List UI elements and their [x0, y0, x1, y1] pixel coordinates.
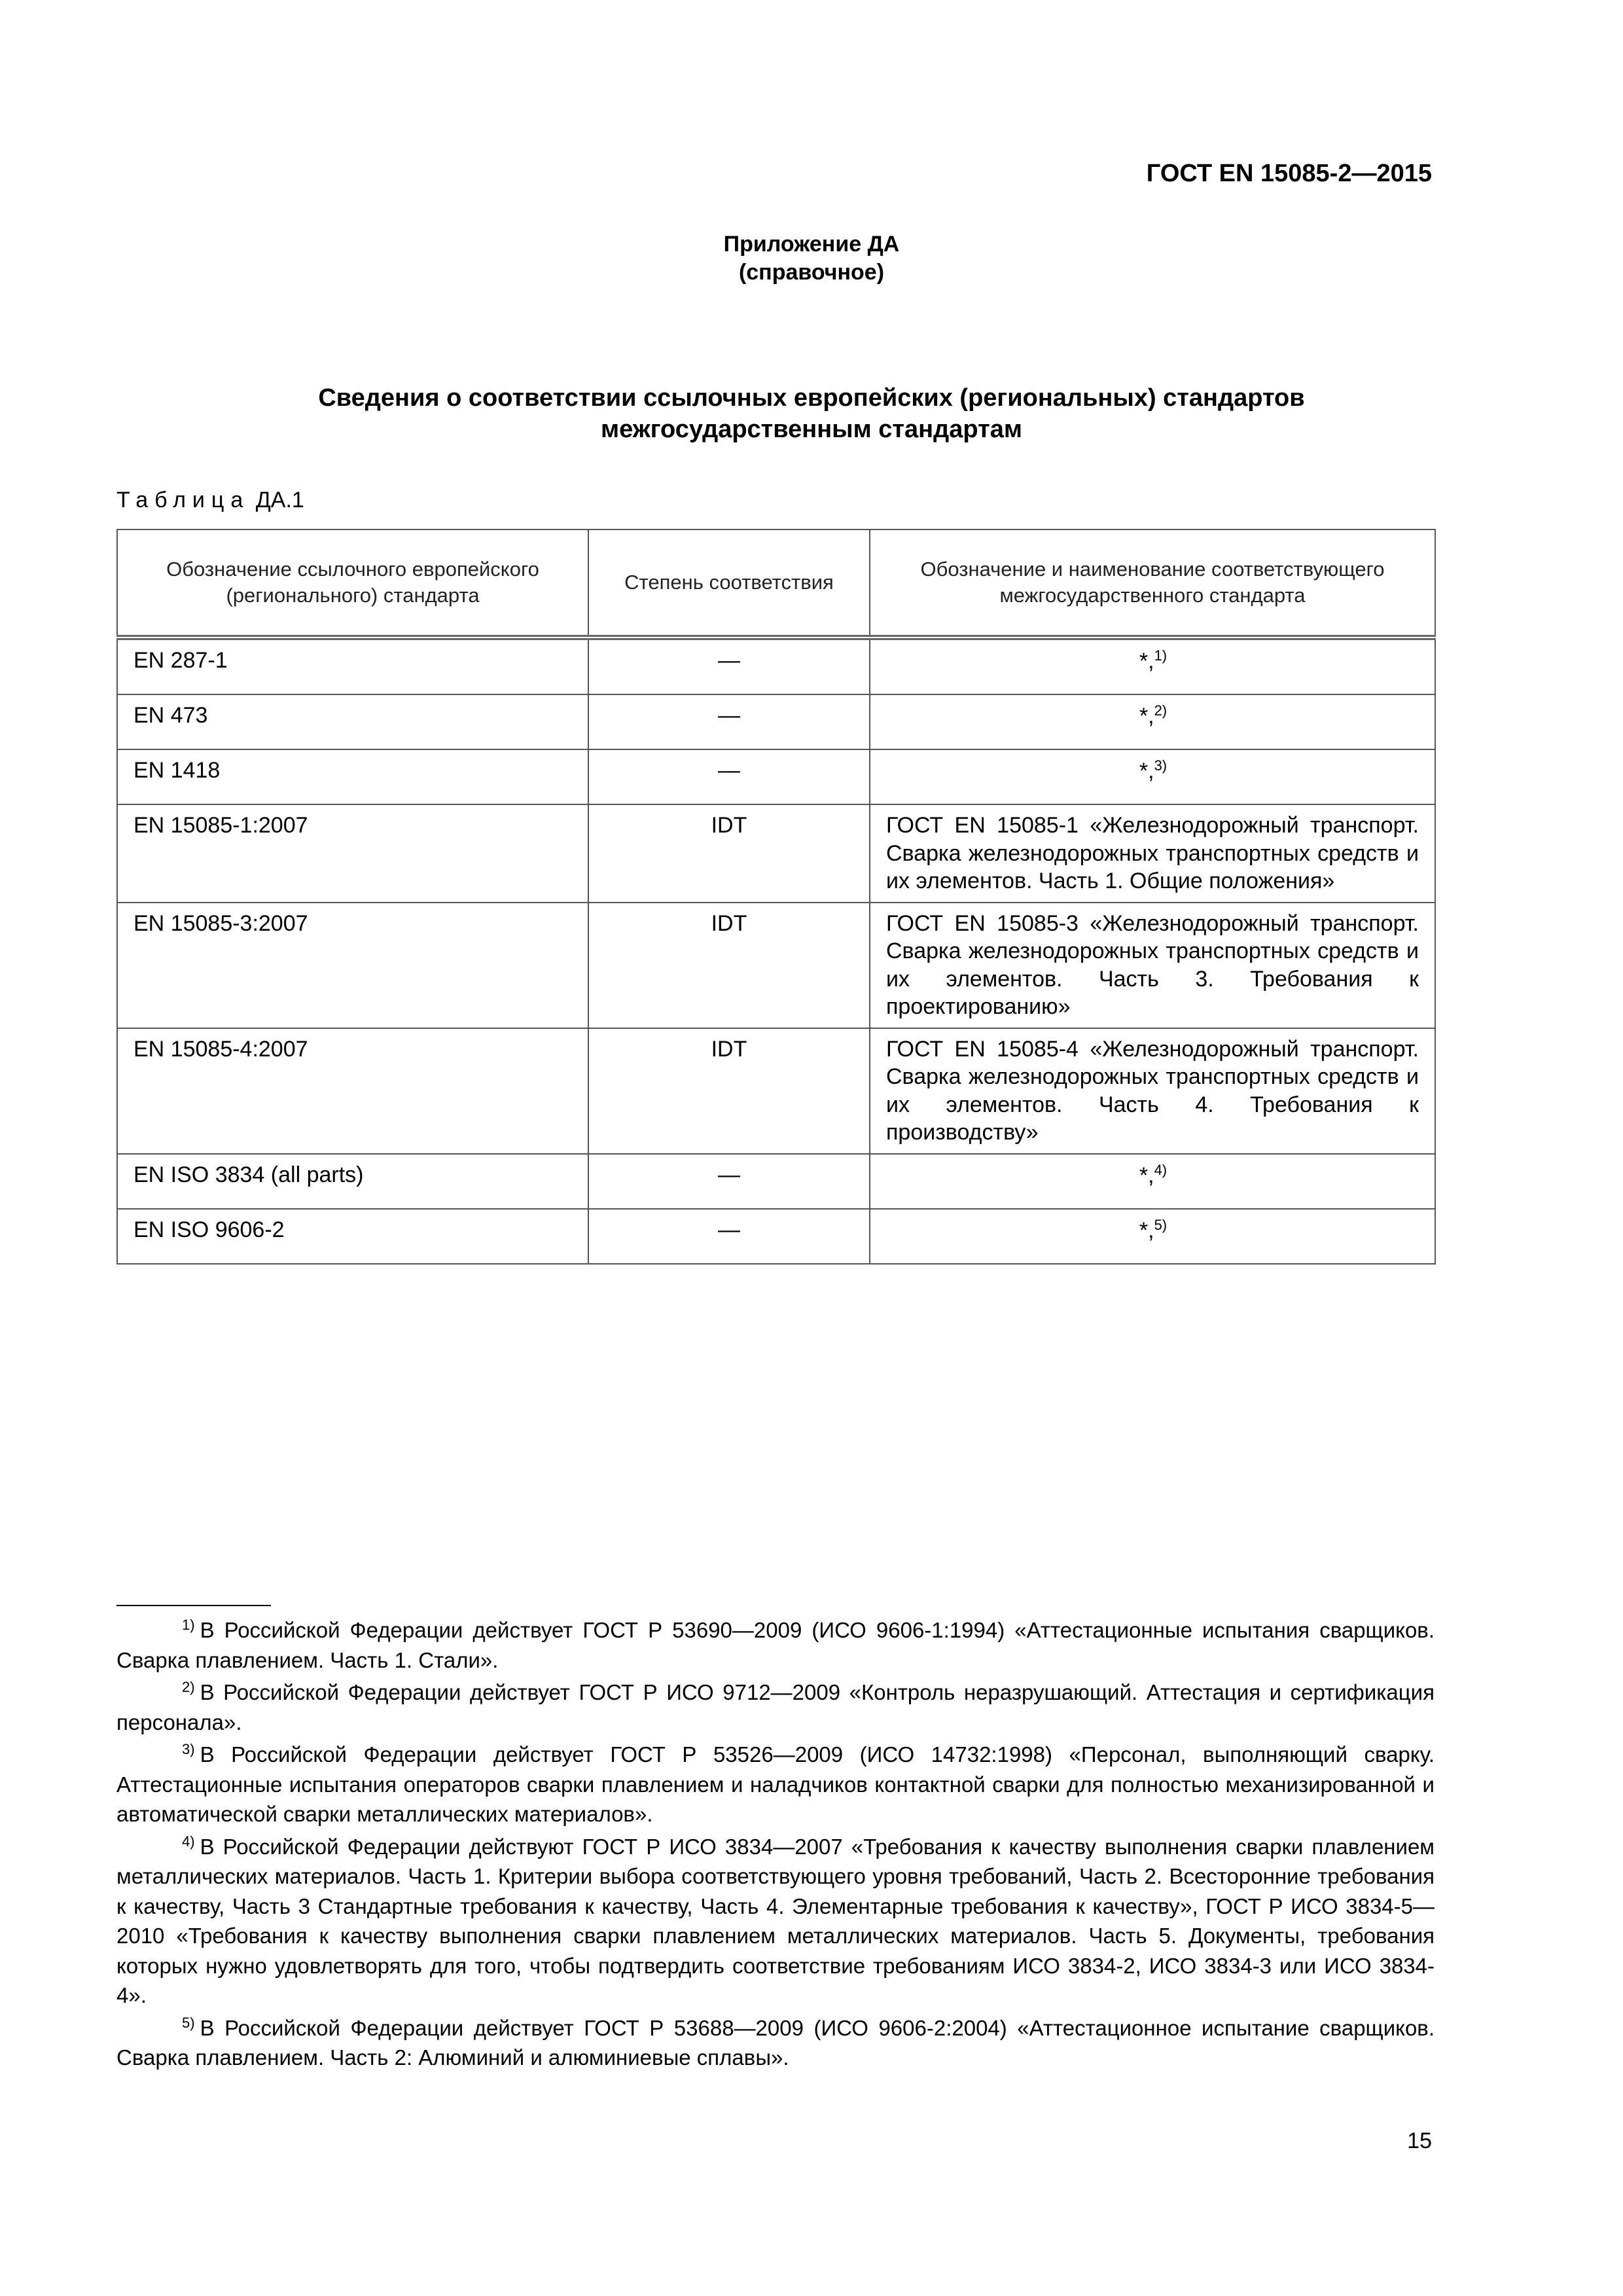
appendix-title: Приложение ДА: [723, 232, 900, 257]
footnote: [116, 2013, 1435, 2073]
page-title: [0, 383, 1623, 445]
cell-degree: —: [588, 1209, 870, 1264]
correspondence-table: [116, 529, 1436, 1265]
footnote-mark: 4): [182, 1833, 195, 1850]
document-code: ГОСТ EN 15085-2—2015: [1146, 160, 1432, 187]
appendix-subtitle: (справочное): [738, 259, 885, 285]
cell-reference: EN 15085-3:2007: [117, 903, 588, 1028]
footnote: [116, 1677, 1435, 1737]
cell-interstate: ГОСТ EN 15085-1 «Железнодорожный транспорт. Сварка железнодорожных транспортных средств и их элементов. Часть 1. Общие положения»: [870, 804, 1435, 903]
cell-interstate: [870, 749, 1435, 804]
star-mark: *,: [1139, 704, 1154, 729]
cell-interstate: [870, 694, 1435, 749]
cell-reference: EN ISO 9606-2: [117, 1209, 588, 1264]
footnote: [116, 1615, 1435, 1675]
column-header-reference: Обозначение ссылочного европейского (регионального) стандарта: [117, 529, 588, 637]
footnote-ref: 2): [1154, 702, 1168, 719]
cell-reference: EN 15085-1:2007: [117, 804, 588, 903]
cell-degree: IDT: [588, 1028, 870, 1154]
footnote-ref: 1): [1154, 647, 1168, 664]
footnote-mark: 2): [182, 1679, 195, 1696]
table-row: [117, 903, 1435, 1028]
table-label-number: ДА.1: [255, 488, 304, 512]
cell-interstate: [870, 1209, 1435, 1264]
table-row: [117, 749, 1435, 804]
table-row: [117, 1154, 1435, 1209]
table-row: [117, 1028, 1435, 1154]
appendix-heading: [0, 230, 1623, 286]
table-row: [117, 804, 1435, 903]
page-number: 15: [1407, 2128, 1432, 2153]
footnote-text: В Российской Федерации действует ГОСТ Р ИСО 9712—2009 «Контроль неразрушающий. Аттестация и сертификация персонала».: [116, 1680, 1435, 1734]
table-label-word: Таблица: [116, 488, 250, 512]
footnote-ref: 3): [1154, 757, 1168, 774]
footnote-text: В Российской Федерации действует ГОСТ Р 53690—2009 (ИСО 9606-1:1994) «Аттестационные испытания сварщиков. Сварка плавлением. Часть 1. Стали».: [116, 1618, 1435, 1672]
footnote: [116, 1832, 1435, 2011]
table-label: [116, 488, 304, 513]
footnote-mark: 3): [182, 1741, 195, 1758]
footnote-mark: 1): [182, 1617, 195, 1633]
footnote: [116, 1740, 1435, 1829]
star-mark: *,: [1139, 1162, 1154, 1188]
cell-degree: —: [588, 1154, 870, 1209]
star-mark: *,: [1139, 649, 1154, 674]
cell-interstate: ГОСТ EN 15085-4 «Железнодорожный транспорт. Сварка железнодорожных транспортных средств и их элементов. Часть 4. Требования к производству»: [870, 1028, 1435, 1154]
table-row: [117, 694, 1435, 749]
cell-degree: IDT: [588, 903, 870, 1028]
cell-interstate: ГОСТ EN 15085-3 «Железнодорожный транспорт. Сварка железнодорожных транспортных средств и их элементов. Часть 3. Требования к проектированию»: [870, 903, 1435, 1028]
table-header-row: [117, 529, 1435, 637]
footnote-text: В Российской Федерации действует ГОСТ Р 53688—2009 (ИСО 9606-2:2004) «Аттестационное испытание сварщиков. Сварка плавлением. Часть 2: Алюминий и алюминиевые сплавы».: [116, 2015, 1435, 2070]
cell-reference: EN 287-1: [117, 637, 588, 694]
star-mark: *,: [1139, 759, 1154, 784]
cell-reference: EN 15085-4:2007: [117, 1028, 588, 1154]
cell-reference: EN 1418: [117, 749, 588, 804]
column-header-degree: Степень соответствия: [588, 529, 870, 637]
cell-degree: —: [588, 694, 870, 749]
page-title-line1: Сведения о соответствии ссылочных европейских (региональных) стандартов: [318, 384, 1305, 412]
footnote-mark: 5): [182, 2014, 195, 2031]
footnotes: [116, 1615, 1435, 2075]
footnote-text: В Российской Федерации действует ГОСТ Р 53526—2009 (ИСО 14732:1998) «Персонал, выполняющий сварку. Аттестационные испытания операторов сварки плавлением и наладчиков контактной сварки для полностью механизированной и автоматической сварки металлических материалов».: [116, 1742, 1435, 1827]
table-row: [117, 637, 1435, 694]
footnote-ref: 4): [1154, 1161, 1168, 1178]
star-mark: *,: [1139, 1217, 1154, 1243]
cell-degree: —: [588, 749, 870, 804]
cell-reference: EN 473: [117, 694, 588, 749]
footnote-divider: [116, 1605, 271, 1606]
cell-reference: EN ISO 3834 (all parts): [117, 1154, 588, 1209]
footnote-ref: 5): [1154, 1216, 1168, 1233]
cell-degree: IDT: [588, 804, 870, 903]
cell-interstate: [870, 1154, 1435, 1209]
column-header-interstate: Обозначение и наименование соответствующего межгосударственного стандарта: [870, 529, 1435, 637]
table-row: [117, 1209, 1435, 1264]
cell-interstate: [870, 637, 1435, 694]
footnote-text: В Российской Федерации действуют ГОСТ Р ИСО 3834—2007 «Требования к качеству выполнения сварки плавлением металлических материалов. Часть 1. Критерии выбора соответствующего уровня требований, Часть 2. Всесторонние требования к качеству, Часть 3 Стандартные требования к качеству, Часть 4. Элементарные требования к качеству», ГОСТ Р ИСО 3834-5—2010 «Требования к качеству выполнения сварки плавлением металлических материалов. Часть 5. Документы, требования которых нужно удовлетворять для того, чтобы подтвердить соответствие требованиям ИСО 3834-2, ИСО 3834-3 или ИСО 3834-4».: [116, 1834, 1435, 2008]
page-title-line2: межгосударственным стандартам: [601, 415, 1022, 443]
cell-degree: —: [588, 637, 870, 694]
